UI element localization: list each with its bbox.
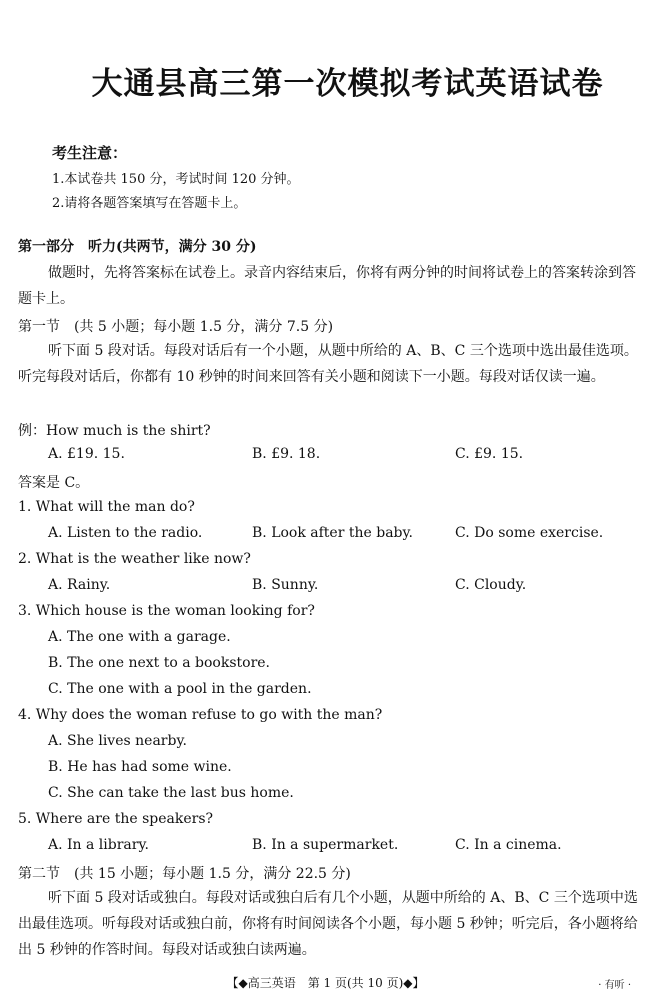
question-1: 1. What will the man do? — [18, 499, 195, 515]
notice-heading: 考生注意： — [52, 144, 128, 162]
notice-item: 2.请将各题答案填写在答题卡上。 — [52, 196, 247, 211]
example-option-c: C. £9. 15. — [455, 446, 524, 462]
q2-option-a: A. Rainy. — [48, 577, 111, 593]
example-option-a: A. £19. 15. — [48, 446, 125, 462]
example-answer: 答案是 C。 — [18, 475, 90, 491]
q5-option-c: C. In a cinema. — [455, 837, 562, 853]
section2-intro: 听下面 5 段对话或独白。每段对话或独白后有几个小题，从题中所给的 A、B、C 三个选项中选出最佳选项。听每段对话或独白前，你将有时间阅读各个小题，每小题 5 秒钟；听完后，各小题将给出 5 秒钟的作答时间。每段对话或独白读两遍。 — [18, 890, 638, 958]
part1-intro: 做题时，先将答案标在试卷上。录音内容结束后，你将有两分钟的时间将试卷上的答案转涂到答题卡上。 — [18, 265, 636, 307]
q3-option-c: C. The one with a pool in the garden. — [48, 681, 312, 697]
question-5: 5. Where are the speakers? — [18, 811, 214, 827]
exam-title: 大通县高三第一次模拟考试英语试卷 — [91, 66, 604, 102]
q1-option-c: C. Do some exercise. — [455, 525, 604, 541]
q1-option-b: B. Look after the baby. — [252, 525, 414, 541]
notice-item: 1.本试卷共 150 分，考试时间 120 分钟。 — [52, 172, 300, 187]
q4-option-a: A. She lives nearby. — [48, 733, 187, 749]
q3-option-a: A. The one with a garage. — [48, 629, 231, 645]
q2-option-b: B. Sunny. — [252, 577, 319, 593]
section1-heading: 第一节 (共 5 小题；每小题 1.5 分，满分 7.5 分) — [18, 319, 334, 335]
q1-option-a: A. Listen to the radio. — [48, 525, 203, 541]
example-question: 例：How much is the shirt? — [18, 423, 211, 439]
section1-intro: 听下面 5 段对话。每段对话后有一个小题，从题中所给的 A、B、C 三个选项中选出最佳选项。听完每段对话后，你都有 10 秒钟的时间来回答有关小题和阅读下一小题。每段对话仅读一遍。 — [18, 343, 638, 385]
q2-option-c: C. Cloudy. — [455, 577, 527, 593]
footer-mark: · 有听 · — [598, 980, 631, 991]
q3-option-b: B. The one next to a bookstore. — [48, 655, 271, 671]
q4-option-b: B. He has had some wine. — [48, 759, 232, 775]
question-3: 3. Which house is the woman looking for? — [18, 603, 315, 619]
q5-option-b: B. In a supermarket. — [252, 837, 399, 853]
example-option-b: B. £9. 18. — [252, 446, 321, 462]
section2-heading: 第二节 (共 15 小题；每小题 1.5 分，满分 22.5 分) — [18, 866, 351, 882]
page-footer: 【◆高三英语 第 1 页(共 10 页)◆】 — [226, 976, 425, 990]
q5-option-a: A. In a library. — [48, 837, 149, 853]
question-2: 2. What is the weather like now? — [18, 551, 251, 567]
q4-option-c: C. She can take the last bus home. — [48, 785, 294, 801]
part1-heading: 第一部分 听力(共两节，满分 30 分) — [18, 239, 257, 255]
question-4: 4. Why does the woman refuse to go with the man? — [18, 707, 383, 723]
